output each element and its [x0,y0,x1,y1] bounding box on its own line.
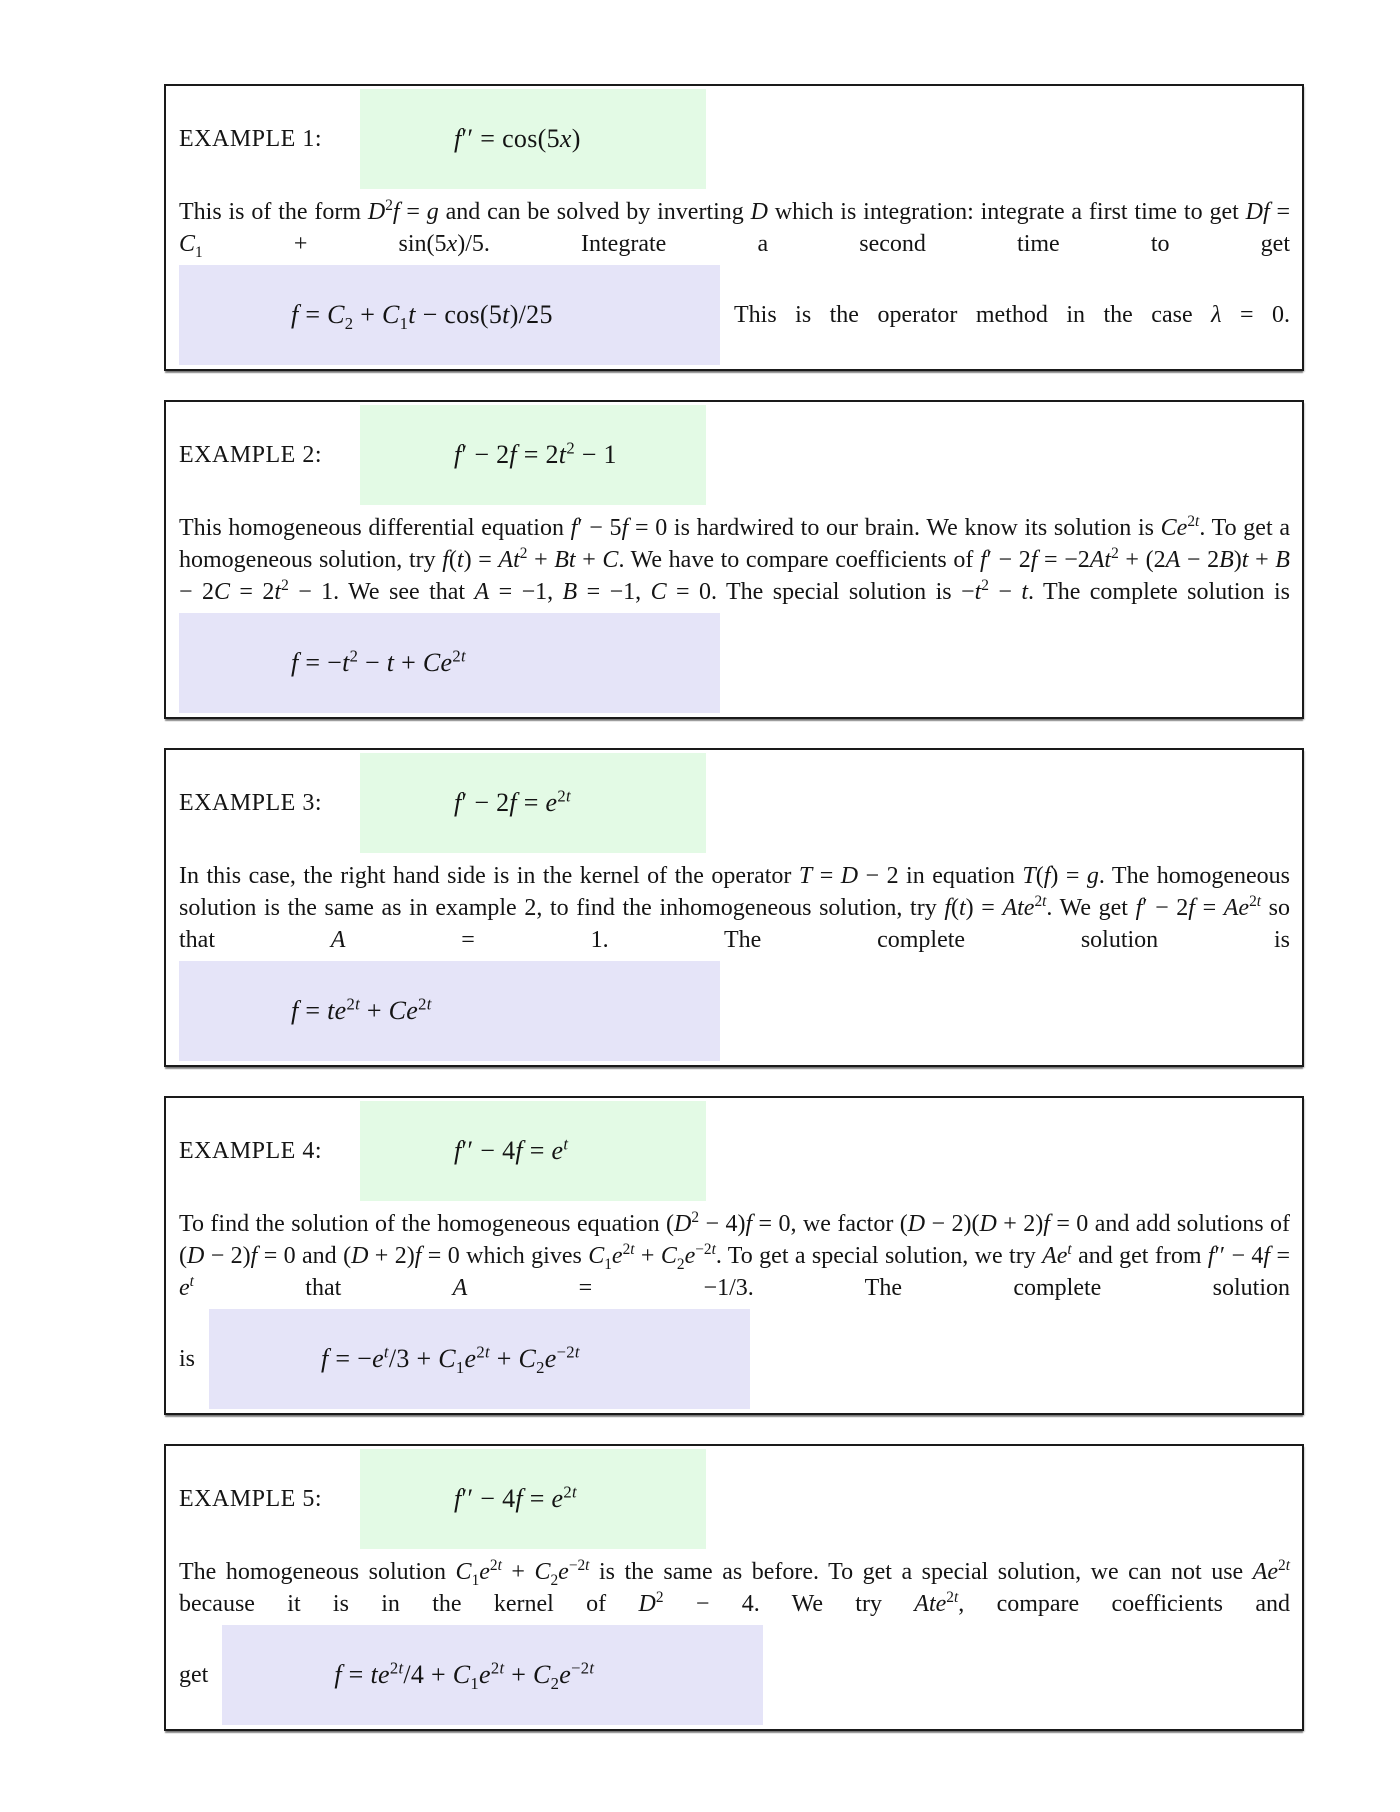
example-3-solution-row [179,961,1290,1061]
example-5-equation-highlight [360,1449,706,1549]
example-1-side-note: This is the operator method in the case λ = 0. [734,301,1290,328]
example-box-2 [164,400,1304,719]
example-3-body: In this case, the right hand side is in the kernel of the operator T = D − 2 in equation T(f) = g. The homogeneous solution is the same as in example 2, to find the inhomogeneous solution, try f(t) = Ate$^{2t}$. We get $f' - 2f = Ae^{2t}$ so that A = 1. The complete solution is [179,863,1291,953]
example-5-equation: $f'' - 4f = e^{2t}$ [454,1482,577,1513]
example-3-solution-highlight [179,961,720,1061]
example-2-equation: $f' - 2f = 2t^2 - 1$ [454,438,617,469]
example-2-solution-equation: $f = -t^2 - t + Ce^{2t}$ [291,646,466,677]
example-2-solution-row [179,613,1290,713]
example-4-solution-row [179,1309,1290,1409]
example-box-4 [164,1096,1304,1415]
example-5-solution-row [179,1625,1290,1725]
example-5-header [179,1449,1290,1549]
example-4-equation: $f'' - 4f = e^t$ [454,1134,569,1165]
example-1-solution-equation: $f = C_2 + C_1t - \cos(5t)/25$ [291,300,553,334]
example-box-5 [164,1444,1304,1731]
example-1-equation-highlight [360,89,706,189]
example-5-solution-equation: $f = te^{2t}/4 + C_1e^{2t} + C_2e^{-2t}$ [334,1658,595,1694]
example-3-label: EXAMPLE 3: [179,789,322,816]
example-1-header [179,89,1290,189]
example-box-3 [164,748,1304,1067]
example-4-solution-prefix: is [179,1345,196,1372]
example-4-solution-equation: $f = -e^t/3 + C_1e^{2t} + C_2e^{-2t}$ [321,1342,580,1378]
example-1-body: This is of the form $D^2f = g$ and can be solved by inverting D which is integration: integrate a first time to get $Df = C_1 + \sin(5x)/5$. Integrate a second time to get [179,197,1290,261]
example-3-solution-equation: $f = te^{2t} + Ce^{2t}$ [291,994,432,1025]
example-1-equation: f′′ = cos(5x) [454,124,581,153]
example-5-solution-prefix: get [179,1661,209,1688]
example-2-label: EXAMPLE 2: [179,441,322,468]
example-1-label: EXAMPLE 1: [179,125,322,152]
example-box-1 [164,84,1304,371]
example-4-body: To find the solution of the homogeneous equation $(D^2 - 4)f = 0$, we factor (D − 2)(D + 2)f = 0 and add solutions of (D − 2)f = 0 and (D + 2)f = 0 which gives $C_1e^{2t} + C_2e^{-2t}$. To get a special solution, we try Ae$^t$ and get from $f'' - 4f = e^t$ that A = −1/3. The complete solution [179,1209,1290,1301]
example-5-label: EXAMPLE 5: [179,1485,322,1512]
example-3-header [179,753,1290,853]
example-1-solution-highlight [179,265,720,365]
example-2-header [179,405,1290,505]
example-4-label: EXAMPLE 4: [179,1137,322,1164]
example-5-body: The homogeneous solution $C_1e^{2t} + C_2e^{-2t}$ is the same as before. To get a special solution, we can not use $Ae^{2t}$ because it is in the kernel of $D^2 - 4$. We try Ate$^{2t}$, compare coefficients and [179,1557,1290,1617]
example-5-solution-highlight [222,1625,763,1725]
example-2-body: This homogeneous differential equation f′ − 5f = 0 is hardwired to our brain. We know its solution is $Ce^{2t}$. To get a homogeneous solution, try $f(t) = At^2 + Bt + C$. We have to compare coefficients of $f' - 2f = -2At^2 + (2A - 2B)t + B - 2C = 2t^2 - 1$. We see that A = −1, B = −1, C = 0. The special solution is $-t^2 - t$. The complete solution is [179,513,1290,605]
example-1-solution-row [179,265,1290,365]
example-3-equation-highlight [360,753,706,853]
example-4-solution-highlight [209,1309,750,1409]
example-4-header [179,1101,1290,1201]
example-4-equation-highlight [360,1101,706,1201]
example-2-solution-highlight [179,613,720,713]
example-3-equation: $f' - 2f = e^{2t}$ [454,786,571,817]
example-2-equation-highlight [360,405,706,505]
